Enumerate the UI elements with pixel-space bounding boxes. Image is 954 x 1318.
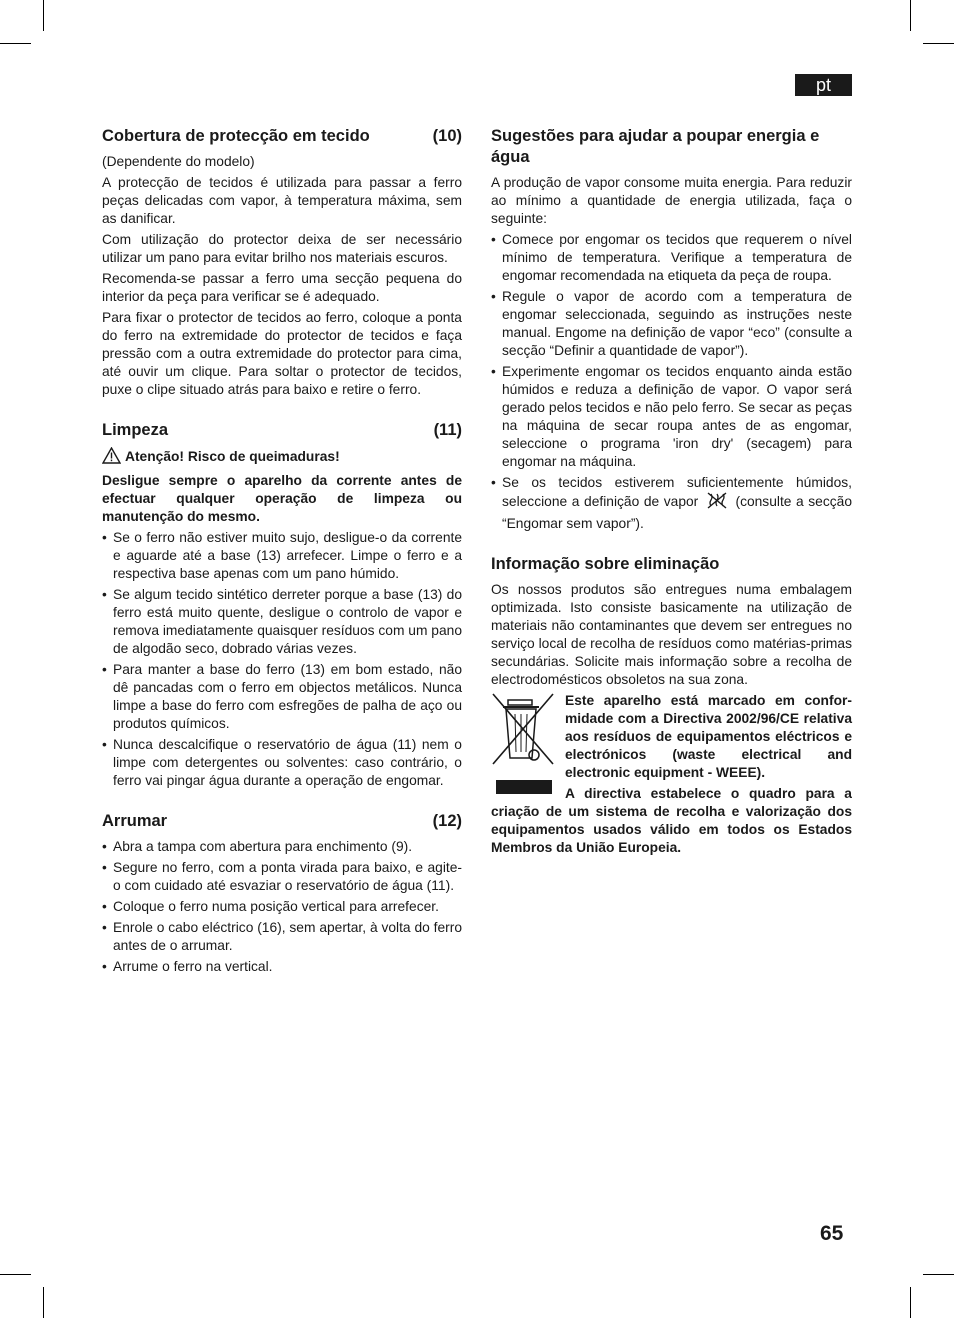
section-heading: [102, 811, 462, 832]
section-number: (12): [432, 812, 462, 830]
list-item: • Nunca descalcifique o reservatório de água (11) nem o limpe com detergentes ou solventes: caso contrário, o ferro vai pingar água durante a operação de engomar.: [102, 736, 462, 790]
crop-mark: [910, 1287, 911, 1318]
crop-mark: [0, 43, 31, 44]
storage-list: [102, 838, 462, 976]
paragraph: A produção de vapor consome muita energia. Para reduzir ao mínimo a quantidade de energia utilizada, faça o seguinte:: [491, 175, 852, 226]
right-column: [491, 126, 852, 860]
list-item: • Comece por engomar os tecidos que requerem o nível mínimo de temperatura. Verifique a temperatura de engomar recomendada na etiqueta da peça de roupa.: [491, 231, 852, 285]
section-disposal: [491, 554, 852, 857]
crop-mark: [910, 0, 911, 31]
paragraph: Recomenda-se passar a ferro uma secção pequena do interior da peça para verificar se é adequado.: [102, 271, 462, 304]
section-heading: [102, 420, 462, 441]
list-item-text: (consulte a secção “Engomar sem vapor”).: [502, 494, 852, 531]
section-title: Limpeza: [102, 421, 169, 439]
section-number: (10): [432, 127, 462, 145]
page-number: 65: [820, 1222, 844, 1245]
list-item: • Coloque o ferro numa posição vertical para arrefecer.: [102, 898, 462, 916]
warning-text: Atenção! Risco de queimaduras!: [125, 449, 340, 464]
crop-mark: [43, 1287, 44, 1318]
language-tab: pt: [795, 74, 852, 96]
list-item: • Arrume o ferro na vertical.: [102, 958, 462, 976]
list-item: [491, 474, 852, 533]
list-item: • Para manter a base do ferro (13) em bom estado, não dê pancadas com o ferro em objectos metálicos. Nunca limpe a base do ferro com esfregões de palha de aço ou produtos químicos.: [102, 661, 462, 733]
bold-paragraph: Desligue sempre o aparelho da corrente antes de efectuar qualquer operação de limpeza ou manutenção do mesmo.: [102, 473, 462, 524]
section-cleaning: [102, 420, 462, 790]
list-item: • Enrole o cabo eléctrico (16), sem apertar, à volta do ferro antes de o arrumar.: [102, 919, 462, 955]
list-item: • Experimente engomar os tecidos enquanto ainda estão húmidos e reduza a definição de vapor. O vapor será gerado pelos tecidos e não pelo ferro. Se secar as peças na máquina de secar roupa antes de as engomar, seleccione o programa 'iron dry' (secagem) para engomar na máquina.: [491, 363, 852, 471]
left-column: [102, 126, 462, 979]
warning-triangle-icon: [102, 447, 121, 469]
section-fabric-protector: [102, 126, 462, 399]
section-title: Sugestões para ajudar a poupar energia e água: [491, 127, 820, 166]
list-item: • Segure no ferro, com a ponta virada para baixo, e agite-o com cuidado até esvaziar o reservatório de água (11).: [102, 859, 462, 895]
section-title: Cobertura de protecção em tecido: [102, 127, 370, 145]
paragraph: Para fixar o protector de tecidos ao ferro, coloque a ponta do ferro na extremidade do protector de tecidos e faça pressão com a outra extremidade do protector para cima, até ouvir um clique. Para soltar o protector de tecidos, puxe o clipe situado atrás para baixo e retire o ferro.: [102, 310, 462, 397]
weee-block: [491, 692, 852, 857]
section-title: Arrumar: [102, 812, 168, 830]
list-item-text: Se os tecidos estiverem suficientemente húmidos, seleccione a definição de vapor: [502, 475, 852, 509]
cleaning-list: [102, 529, 462, 790]
list-item: • Abra a tampa com abertura para enchimento (9).: [102, 838, 462, 856]
weee-paragraph: Este aparelho está marcado em conformidade com a Directiva 2002/96/CE relativa aos resíduos de equipamentos eléctricos e electrónicos (waste electrical and electronic equipment - WEEE).: [565, 693, 852, 780]
crop-mark: [43, 0, 44, 31]
list-item: • Regule o vapor de acordo com a temperatura de engomar seleccionada, seguindo as instruções neste manual. Engome na definição de vapor “eco” (consulte a secção “Definir a quantidade de vapor”).: [491, 288, 852, 360]
energy-tips-list: [491, 231, 852, 533]
weee-paragraph: A directiva estabelece o quadro para a criação de um sistema de recolha e valorização dos equipamentos usados válido em todos os Estados Membros da União Europeia.: [491, 786, 852, 855]
warning-line: [102, 447, 462, 469]
section-storage: [102, 811, 462, 976]
list-item: • Se algum tecido sintético derreter porque a base (13) do ferro está muito quente, desligue o controlo de vapor e remova imediatamente quaisquer resíduos com um pano de algodão seco, dobrado várias vezes.: [102, 586, 462, 658]
paragraph: Com utilização do protector deixa de ser necessário utilizar um pano para evitar brilho nos materiais escuros.: [102, 232, 462, 265]
crop-mark: [923, 43, 954, 44]
section-heading: [102, 126, 462, 147]
crossed-out-bin-icon: [491, 692, 557, 802]
section-title: Informação sobre eliminação: [491, 555, 720, 573]
list-item: • Se o ferro não estiver muito sujo, desligue-o da corrente e aguarde até a base (13) arrefecer. Limpe o ferro e a respectiva base apenas com um pano húmido.: [102, 529, 462, 583]
crop-mark: [923, 1274, 954, 1275]
paragraph: (Dependente do modelo): [102, 154, 255, 169]
crop-mark: [0, 1274, 31, 1275]
section-energy-tips: [491, 126, 852, 533]
section-number: (11): [433, 421, 462, 439]
paragraph: A protecção de tecidos é utilizada para passar a ferro peças delicadas com vapor, à temperatura máxima, sem as danificar.: [102, 175, 462, 226]
no-steam-icon: [707, 492, 727, 515]
paragraph: Os nossos produtos são entregues numa embalagem optimizada. Isto consiste basicamente na utilização de materiais não contaminantes que devem ser entregues no serviço local de recolha de resíduos como matérias-primas secundárias. Solicite mais informação sobre a recolha de electrodomésticos obsoletos na sua zona.: [491, 582, 852, 687]
